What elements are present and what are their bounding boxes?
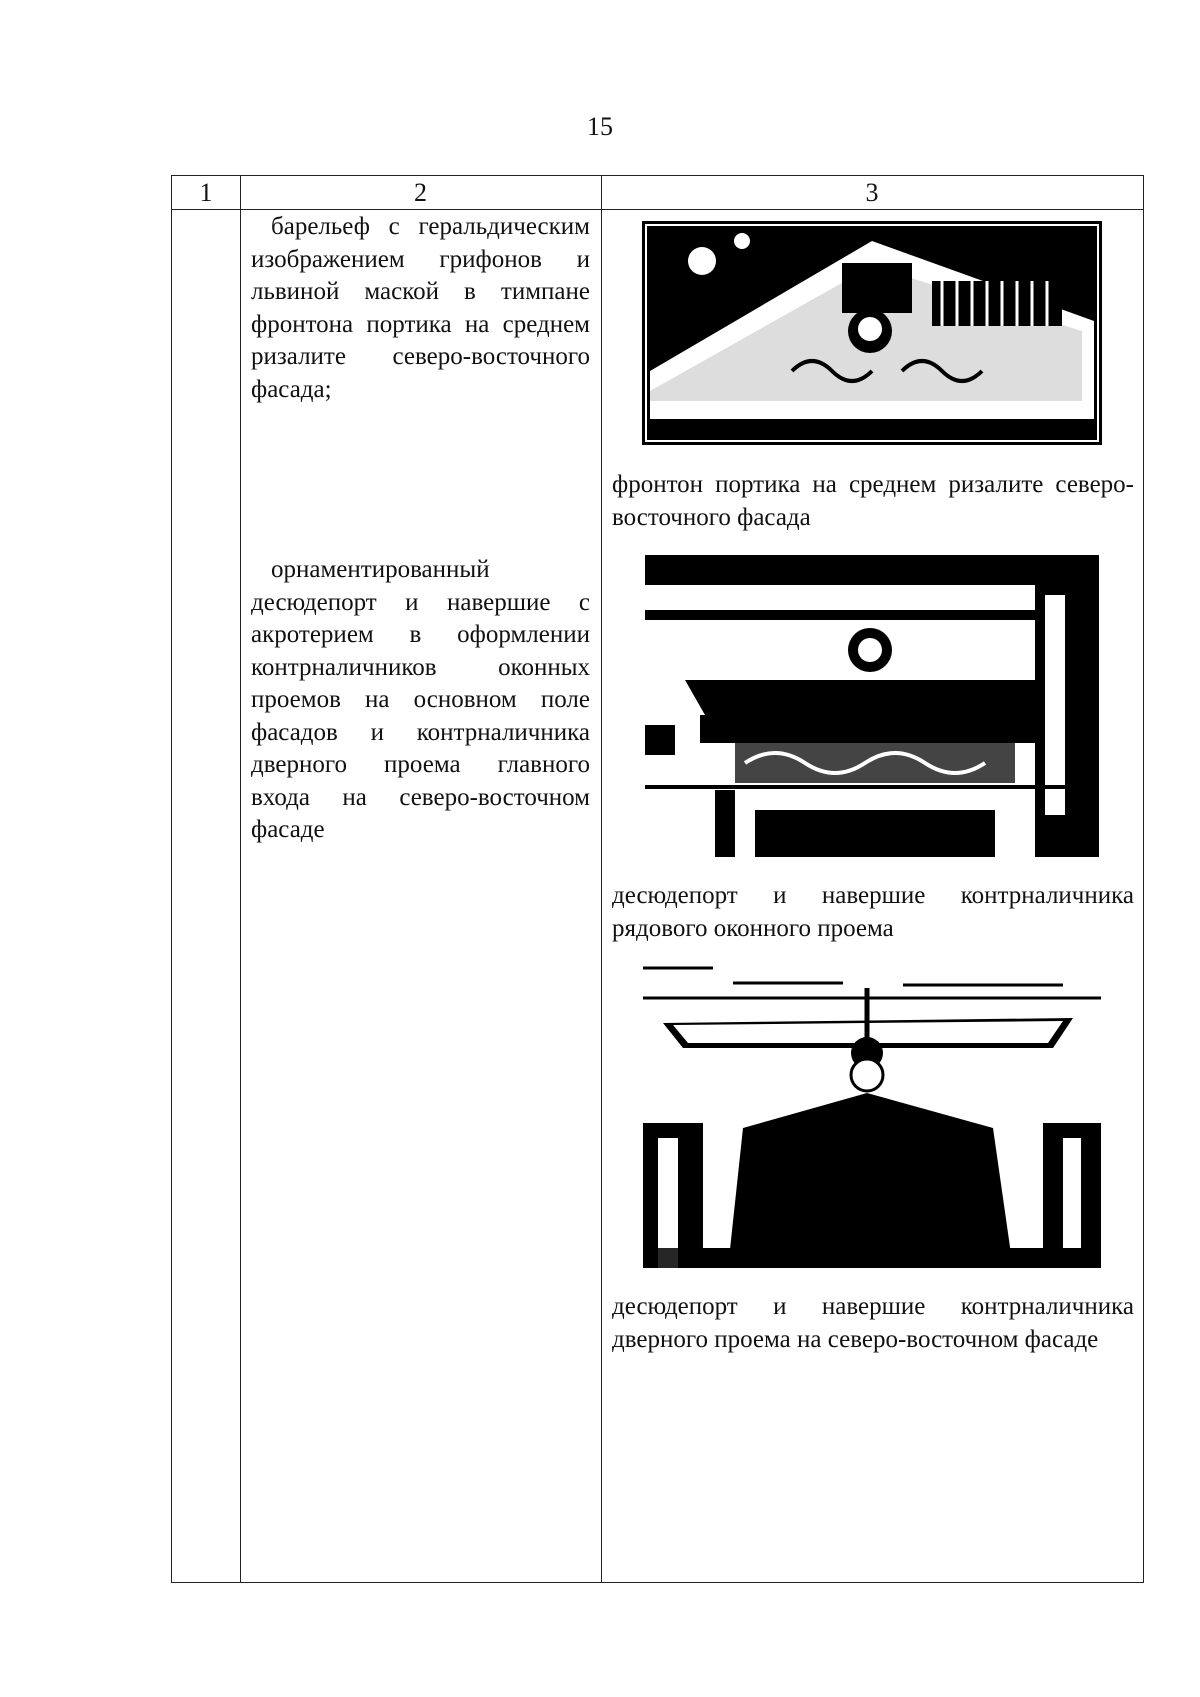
- column-header-1: 1: [199, 178, 213, 207]
- column-divider: [601, 176, 602, 1582]
- caption-3: десюдепорт и навершие контрналичника дверного проема на северо-восточном фасаде: [612, 1293, 1134, 1353]
- photo-entrance-overdoor: [643, 963, 1101, 1268]
- description-item-2: [251, 554, 590, 847]
- column-header-3: 3: [865, 178, 879, 207]
- page-number: 15: [587, 112, 613, 141]
- description-item-1-text: барельеф с геральдическим изображением грифонов и львиной маской в тимпане фронтона портика на среднем ризалите северо-восточного фасада;: [251, 213, 590, 403]
- column-header-2: 2: [414, 178, 427, 207]
- photo-pediment: [642, 221, 1102, 445]
- description-item-1: [251, 211, 590, 406]
- photo-window-overdoor: [645, 555, 1099, 857]
- caption-2: десюдепорт и навершие контрналичника рядового оконного проема: [612, 882, 1134, 942]
- column-divider: [240, 176, 241, 1582]
- caption-1: фронтон портика на среднем ризалите северо-восточного фасада: [612, 471, 1134, 531]
- description-item-2-text: орнаментированный десюдепорт и навершие с акротерием в оформлении контрналичников оконных проемов на основном поле фасадов и контрналичника дверного проема главного входа на северо-восточном фасаде: [251, 556, 590, 843]
